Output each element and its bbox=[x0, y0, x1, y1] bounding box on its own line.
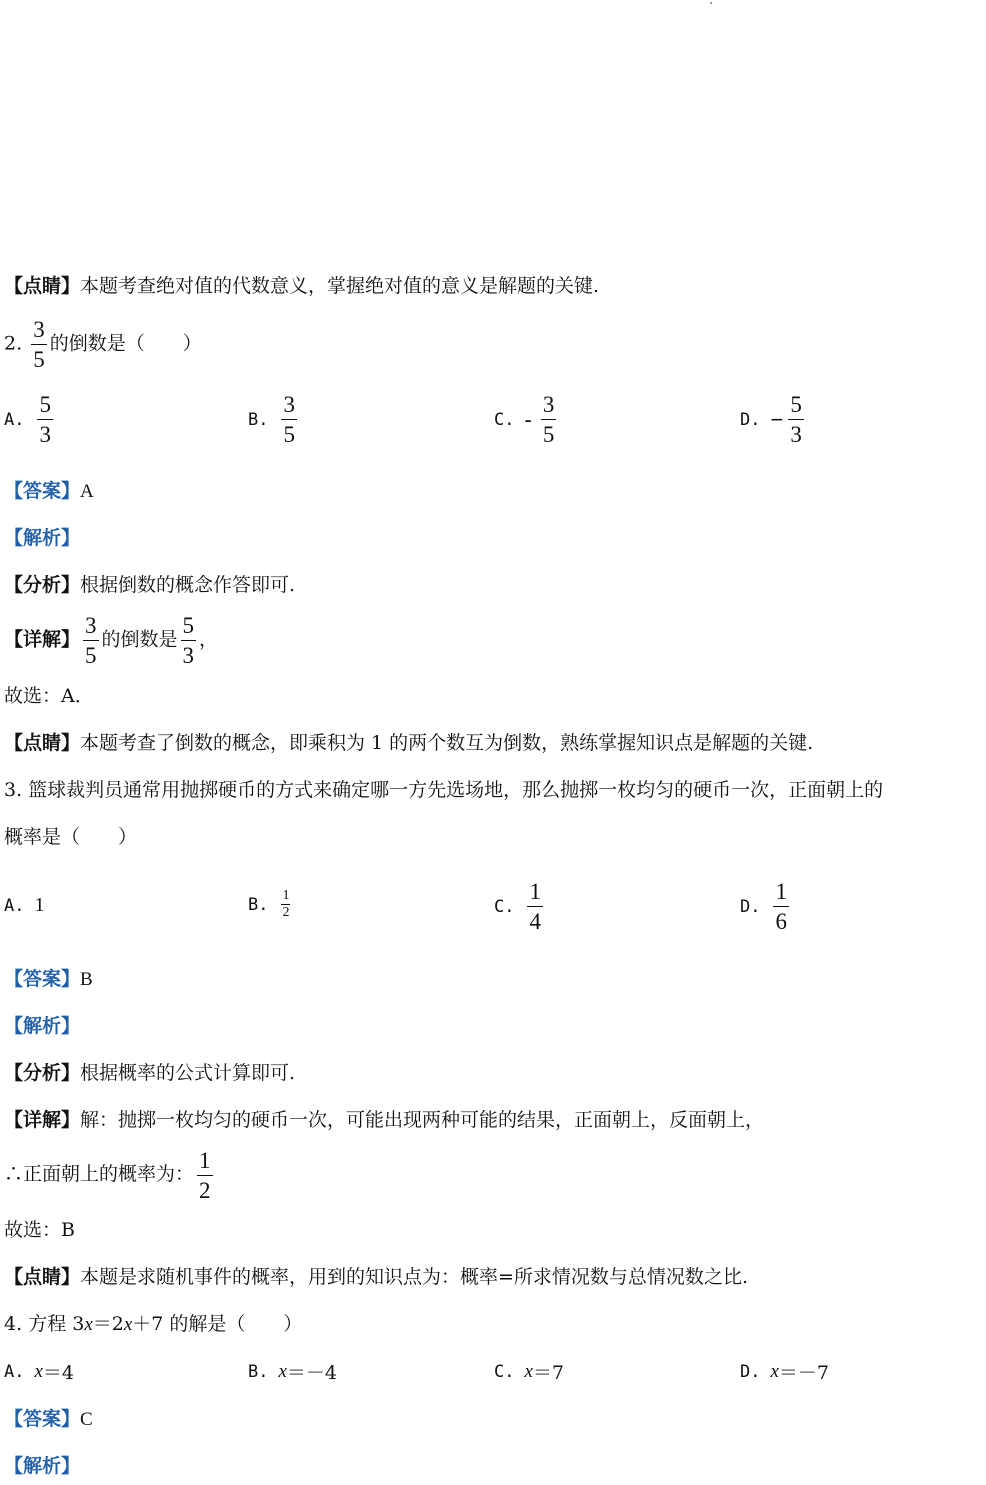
stem-text: 的倒数是（ ） bbox=[49, 332, 202, 355]
numerator: 3 bbox=[283, 392, 295, 417]
numerator: 5 bbox=[790, 392, 802, 417]
q2-guxuan-line bbox=[4, 682, 94, 710]
q4-option-a[interactable] bbox=[4, 1358, 74, 1385]
numerator: 1 bbox=[775, 879, 787, 904]
option-label: A. bbox=[4, 1361, 25, 1382]
option-fraction bbox=[527, 880, 543, 933]
stem-text: 方程 3 bbox=[28, 1313, 85, 1335]
option-label: A. bbox=[4, 409, 25, 430]
q3-therefore-line bbox=[4, 1148, 216, 1202]
variable: x bbox=[770, 1360, 779, 1382]
numerator: 1 bbox=[282, 888, 290, 903]
denominator: 2 bbox=[282, 905, 290, 920]
answer-label: 【答案】 bbox=[4, 1408, 81, 1430]
q1-dianjing-line bbox=[4, 272, 599, 300]
denominator: 5 bbox=[281, 419, 297, 446]
numerator: 5 bbox=[182, 613, 195, 638]
q2-xiangjie-line bbox=[4, 614, 218, 667]
xiangjie-fraction-2 bbox=[181, 614, 197, 667]
numerator: 1 bbox=[199, 1147, 211, 1173]
q3-answer-line bbox=[4, 965, 93, 994]
stem-fraction bbox=[31, 318, 47, 371]
fenxi-text: 根据倒数的概念作答即可. bbox=[80, 574, 296, 596]
minus-sign: − bbox=[770, 406, 784, 432]
answer-label: 【答案】 bbox=[4, 968, 81, 990]
option-label: C. bbox=[494, 1361, 515, 1382]
dianjing-label: 【点睛】 bbox=[4, 275, 81, 297]
xiangjie-end: ， bbox=[199, 628, 219, 651]
stem-text: 3. 篮球裁判员通常用抛掷硬币的方式来确定哪一方先选场地，那么抛掷一枚均匀的硬币一次，正面朝上的 bbox=[4, 779, 884, 801]
answer-value: A bbox=[80, 481, 94, 502]
dianjing-label: 【点睛】 bbox=[4, 732, 81, 754]
dianjing-text: 本题是求随机事件的概率，用到的知识点为：概率=所求情况数与总情况数之比. bbox=[80, 1266, 748, 1288]
stem-text: 概率是（ ） bbox=[4, 826, 138, 848]
option-value: 1 bbox=[34, 894, 45, 916]
option-label: B. bbox=[248, 1361, 269, 1382]
option-label: B. bbox=[248, 409, 269, 430]
variable: x bbox=[123, 1314, 133, 1335]
fenxi-text: 根据概率的公式计算即可. bbox=[80, 1062, 296, 1084]
numerator: 3 bbox=[542, 392, 555, 417]
question-number: 4. bbox=[4, 1313, 23, 1335]
q3-option-c[interactable] bbox=[494, 880, 546, 933]
q3-guxuan-line bbox=[4, 1216, 75, 1244]
denominator: 5 bbox=[83, 640, 99, 667]
numerator: 5 bbox=[39, 392, 51, 417]
q3-stem-line-1 bbox=[4, 776, 883, 804]
option-fraction bbox=[788, 393, 804, 446]
answer-label: 【答案】 bbox=[4, 480, 81, 502]
variable: x bbox=[524, 1360, 533, 1382]
variable: x bbox=[278, 1360, 287, 1382]
xiangjie-fraction-1 bbox=[83, 614, 99, 667]
fenxi-label: 【分析】 bbox=[4, 574, 81, 596]
option-value: ＝－4 bbox=[286, 1362, 338, 1384]
xiangjie-text: 的倒数是 bbox=[101, 628, 178, 651]
denominator: 3 bbox=[788, 419, 804, 446]
option-label: D. bbox=[740, 896, 761, 917]
q3-xiangjie-line bbox=[4, 1106, 764, 1134]
q2-fenxi-line bbox=[4, 571, 295, 599]
q3-option-a[interactable] bbox=[4, 894, 44, 917]
denominator: 6 bbox=[773, 906, 789, 933]
dianjing-text: 本题考查绝对值的代数意义，掌握绝对值的意义是解题的关键. bbox=[80, 275, 600, 297]
q4-answer-line bbox=[4, 1405, 93, 1434]
numerator: 3 bbox=[33, 317, 45, 342]
dianjing-text: 本题考查了倒数的概念，即乘积为 1 的两个数互为倒数，熟练掌握知识点是解题的关键. bbox=[80, 732, 814, 754]
denominator: 3 bbox=[181, 640, 197, 667]
fenxi-label: 【分析】 bbox=[4, 1062, 81, 1084]
option-label: C. bbox=[494, 896, 515, 917]
numerator: 3 bbox=[85, 613, 97, 638]
option-fraction bbox=[541, 393, 557, 446]
q3-jiexi-line bbox=[4, 1012, 80, 1040]
q2-option-d[interactable] bbox=[740, 393, 807, 446]
guxuan-text: 故选：B bbox=[4, 1219, 75, 1241]
q3-fenxi-line bbox=[4, 1059, 295, 1087]
option-fraction bbox=[37, 393, 53, 446]
denominator: 3 bbox=[37, 419, 53, 446]
q3-dianjing-line bbox=[4, 1263, 748, 1291]
jiexi-label: 【解析】 bbox=[4, 1015, 81, 1037]
stem-text: ＋7 的解是（ ） bbox=[132, 1313, 303, 1335]
q2-jiexi-line bbox=[4, 524, 80, 552]
denominator: 5 bbox=[541, 419, 557, 446]
answer-value: C bbox=[80, 1409, 93, 1430]
option-fraction bbox=[281, 888, 290, 921]
q2-option-a[interactable] bbox=[4, 393, 56, 446]
option-label: D. bbox=[740, 1361, 761, 1382]
numerator: 1 bbox=[529, 879, 541, 904]
q2-dianjing-line bbox=[4, 729, 813, 757]
option-fraction bbox=[281, 393, 297, 446]
denominator: 2 bbox=[197, 1175, 213, 1202]
option-fraction bbox=[773, 880, 789, 933]
xiangjie-label: 【详解】 bbox=[4, 1109, 81, 1131]
xiangjie-text: 解：抛掷一枚均匀的硬币一次，可能出现两种可能的结果，正面朝上，反面朝上， bbox=[80, 1109, 765, 1131]
q4-jiexi-line bbox=[4, 1452, 80, 1480]
dianjing-label: 【点睛】 bbox=[4, 1266, 81, 1288]
q4-option-b[interactable] bbox=[248, 1358, 337, 1385]
option-value: ＝－7 bbox=[778, 1362, 830, 1384]
variable: x bbox=[34, 1360, 43, 1382]
option-label: C. bbox=[494, 409, 515, 430]
q2-option-b[interactable] bbox=[248, 393, 300, 446]
option-label: D. bbox=[740, 409, 761, 430]
denominator: 4 bbox=[527, 906, 543, 933]
question-number: 2. bbox=[4, 332, 23, 355]
guxuan-text: 故选：A． bbox=[4, 685, 94, 707]
option-label: A. bbox=[4, 895, 25, 916]
q2-answer-line bbox=[4, 477, 94, 506]
variable: x bbox=[84, 1314, 93, 1335]
minus-sign: - bbox=[524, 406, 532, 432]
xiangjie-label: 【详解】 bbox=[4, 628, 81, 651]
jiexi-label: 【解析】 bbox=[4, 527, 81, 549]
q4-stem bbox=[4, 1310, 302, 1339]
option-value: ＝4 bbox=[42, 1362, 75, 1384]
q3-option-d[interactable] bbox=[740, 880, 792, 933]
q4-option-d[interactable] bbox=[740, 1358, 829, 1385]
q3-stem-line-2 bbox=[4, 823, 137, 851]
q2-option-c[interactable] bbox=[494, 393, 559, 446]
q4-option-c[interactable] bbox=[494, 1358, 564, 1385]
option-value: ＝7 bbox=[532, 1362, 565, 1384]
denominator: 5 bbox=[31, 344, 47, 371]
answer-value: B bbox=[80, 969, 93, 990]
option-label: B. bbox=[248, 894, 269, 915]
speck-mark bbox=[710, 2, 712, 4]
therefore-text: ∴正面朝上的概率为： bbox=[4, 1163, 195, 1185]
therefore-fraction bbox=[197, 1149, 213, 1202]
jiexi-label: 【解析】 bbox=[4, 1455, 81, 1477]
stem-text: ＝2 bbox=[92, 1313, 124, 1335]
q3-option-b[interactable] bbox=[248, 888, 293, 921]
q2-stem bbox=[4, 318, 202, 371]
